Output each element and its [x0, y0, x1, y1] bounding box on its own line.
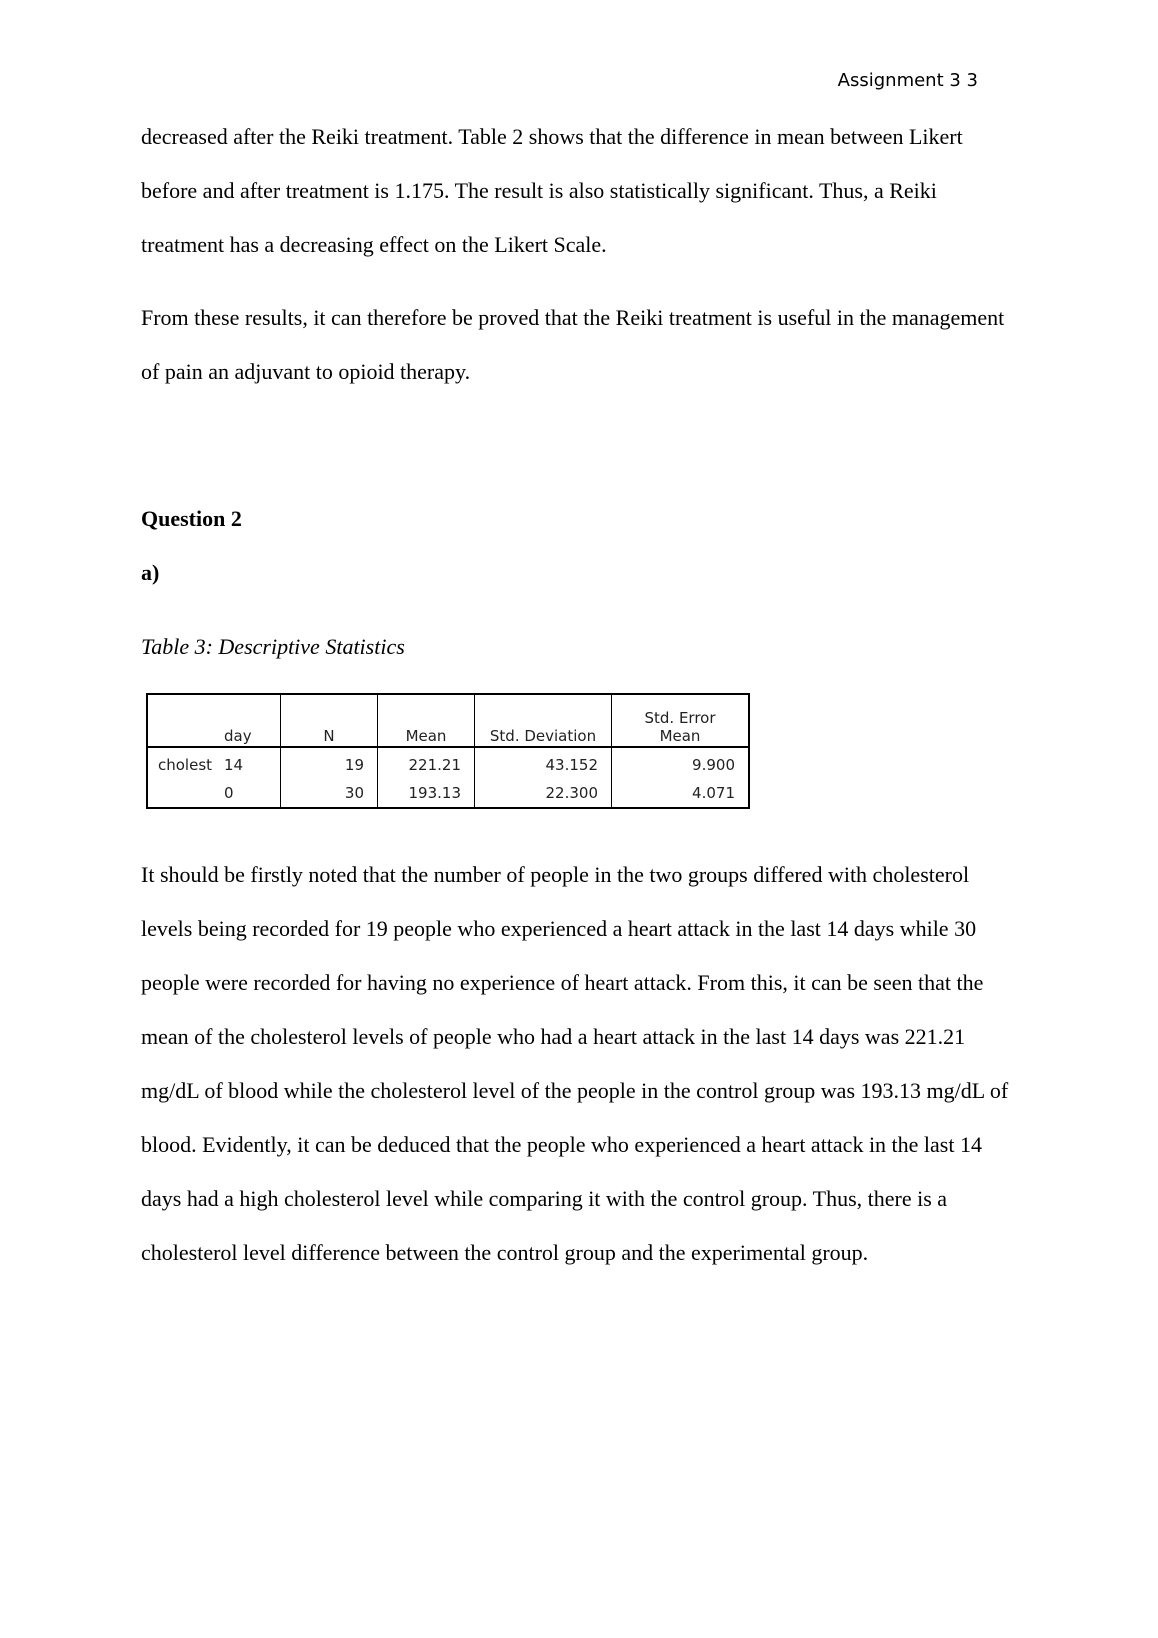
cell-mean: 221.21 [378, 747, 475, 779]
paragraph-conclusion: From these results, it can therefore be proved that the Reiki treatment is useful in the management of pain an adjuvant to opioid therapy. [141, 305, 1005, 384]
header-std-error-line2: Mean [659, 727, 701, 745]
table-row [147, 747, 749, 779]
header-empty-cell [147, 694, 214, 747]
paragraph-likert-result: decreased after the Reiki treatment. Table 2 shows that the difference in mean between Likert before and after treatment is 1.175. The result is also statistically significant. Thus, a Reiki treatment has a decreasing effect on the Likert Scale. [141, 124, 963, 257]
cell-std-error: 4.071 [692, 784, 735, 802]
running-head: Assignment 3 3 [837, 70, 978, 91]
cell-n: 30 [281, 779, 378, 808]
row-label: cholest [158, 756, 213, 774]
table-row [147, 779, 749, 808]
cell-day: 14 [214, 747, 281, 779]
header-std-error-mean [612, 694, 750, 747]
cell-std-deviation: 43.152 [475, 747, 612, 779]
header-std-error-line1: Std. Error [644, 709, 716, 727]
question-heading: Question 2 [141, 506, 242, 531]
header-std-deviation: Std. Deviation [475, 694, 612, 747]
cell-mean: 193.13 [378, 779, 475, 808]
cell-std-error: 9.900 [692, 756, 735, 774]
row-label-empty [147, 779, 214, 808]
table-header-row [147, 694, 749, 747]
cell-std-deviation: 22.300 [475, 779, 612, 808]
cell-n: 19 [281, 747, 378, 779]
table-caption: Table 3: Descriptive Statistics [141, 634, 405, 659]
header-day: day [214, 694, 281, 747]
header-mean: Mean [378, 694, 475, 747]
paragraph-cholesterol-analysis: It should be firstly noted that the number of people in the two groups differed with cholesterol levels being recorded for 19 people who experienced a heart attack in the last 14 days while 30 people were recorded for having no experience of heart attack. From this, it can be seen that the mean of the cholesterol levels of people who had a heart attack in the last 14 days was 221.21 mg/dL of blood while the cholesterol level of the people in the control group was 193.13 mg/dL of blood. Evidently, it can be deduced that the people who experienced a heart attack in the last 14 days had a high cholesterol level while comparing it with the control group. Thus, there is a cholesterol level difference between the control group and the experimental group. [141, 862, 1009, 1265]
cell-day: 0 [214, 779, 281, 808]
question-part: a) [141, 560, 160, 585]
descriptive-statistics-table [146, 693, 750, 809]
header-n: N [281, 694, 378, 747]
